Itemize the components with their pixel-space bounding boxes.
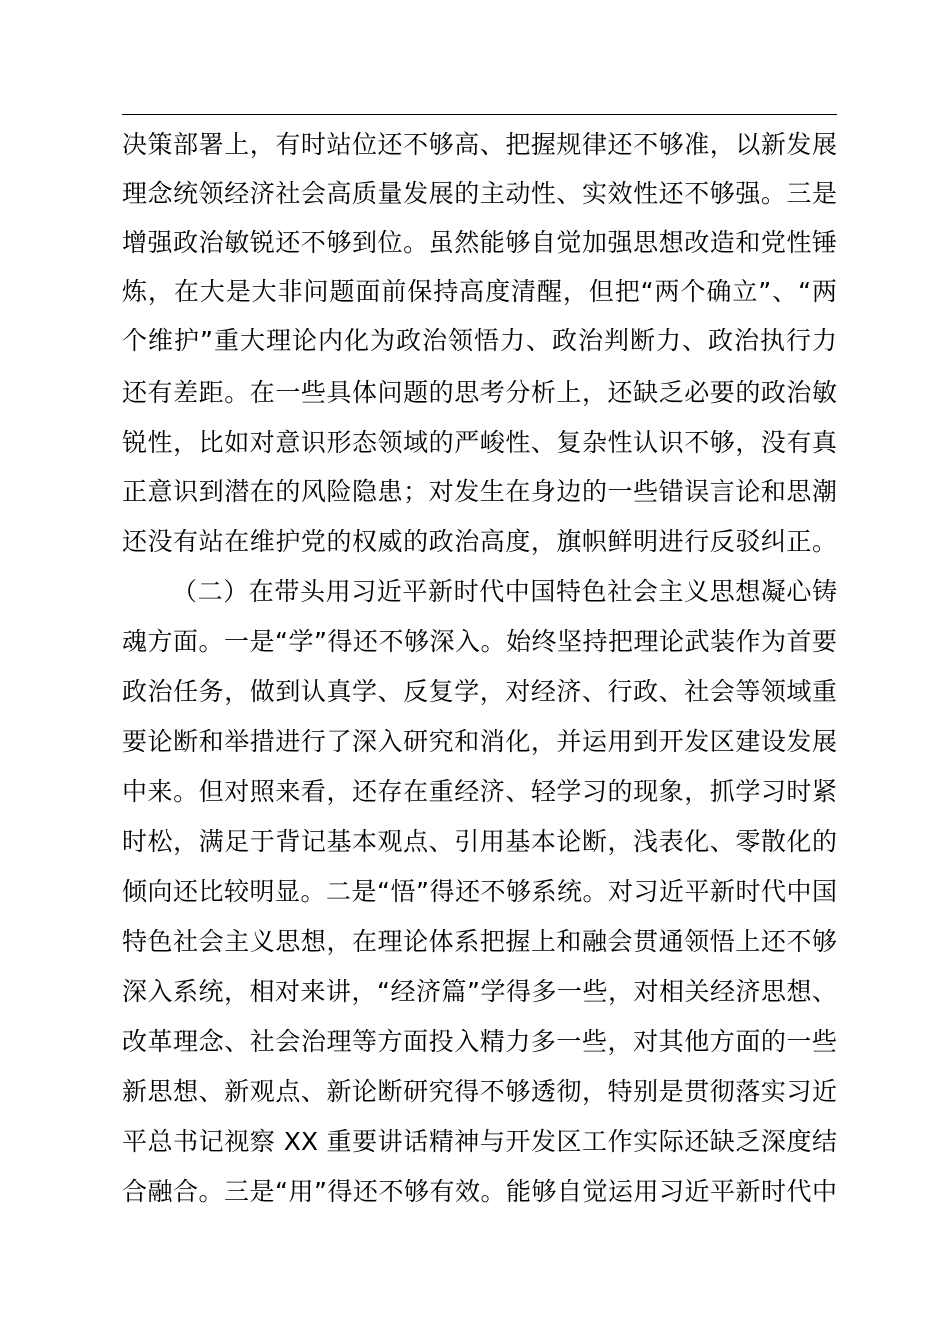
text-line: 理念统领经济社会高质量发展的主动性、实效性还不够强。三是	[122, 179, 837, 208]
text-line: 要论断和举措进行了深入研究和消化，并运用到开发区建设发展	[122, 727, 837, 756]
text-line: 正意识到潜在的风险隐患；对发生在身边的一些错误言论和思潮	[122, 477, 837, 506]
text-line: 平总书记视察 XX 重要讲话精神与开发区工作实际还缺乏深度结	[122, 1127, 837, 1156]
text-line: 改革理念、社会治理等方面投入精力多一些，对其他方面的一些	[122, 1027, 837, 1056]
text-line: 深入系统，相对来讲，“经济篇”学得多一些，对相关经济思想、	[122, 977, 837, 1006]
text-line: 特色社会主义思想，在理论体系把握上和融会贯通领悟上还不够	[122, 927, 837, 956]
header-rule	[122, 114, 837, 115]
text-line: 时松，满足于背记基本观点、引用基本论断，浅表化、零散化的	[122, 827, 837, 856]
text-line: 倾向还比较明显。二是“悟”得还不够系统。对习近平新时代中国	[122, 877, 837, 906]
text-line: 新思想、新观点、新论断研究得不够透彻，特别是贯彻落实习近	[122, 1077, 837, 1106]
text-line: 锐性，比如对意识形态领域的严峻性、复杂性认识不够，没有真	[122, 428, 837, 457]
text-line: 炼，在大是大非问题面前保持高度清醒，但把“两个确立”、“两	[122, 277, 837, 306]
text-line: 中来。但对照来看，还存在重经济、轻学习的现象，抓学习时紧	[122, 777, 837, 806]
text-line: 还没有站在维护党的权威的政治高度，旗帜鲜明进行反驳纠正。	[122, 527, 837, 556]
text-line: 决策部署上，有时站位还不够高、把握规律还不够准，以新发展	[122, 130, 837, 159]
text-line: 政治任务，做到认真学、反复学，对经济、行政、社会等领域重	[122, 677, 837, 706]
section-heading-line: （二）在带头用习近平新时代中国特色社会主义思想凝心铸	[172, 577, 837, 606]
text-line: 增强政治敏锐还不够到位。虽然能够自觉加强思想改造和党性锤	[122, 228, 837, 257]
text-line: 还有差距。在一些具体问题的思考分析上，还缺乏必要的政治敏	[122, 378, 837, 407]
text-line: 合融合。三是“用”得还不够有效。能够自觉运用习近平新时代中	[122, 1177, 837, 1206]
text-line: 魂方面。一是“学”得还不够深入。始终坚持把理论武装作为首要	[122, 627, 837, 656]
text-line: 个维护”重大理论内化为政治领悟力、政治判断力、政治执行力	[122, 326, 837, 355]
